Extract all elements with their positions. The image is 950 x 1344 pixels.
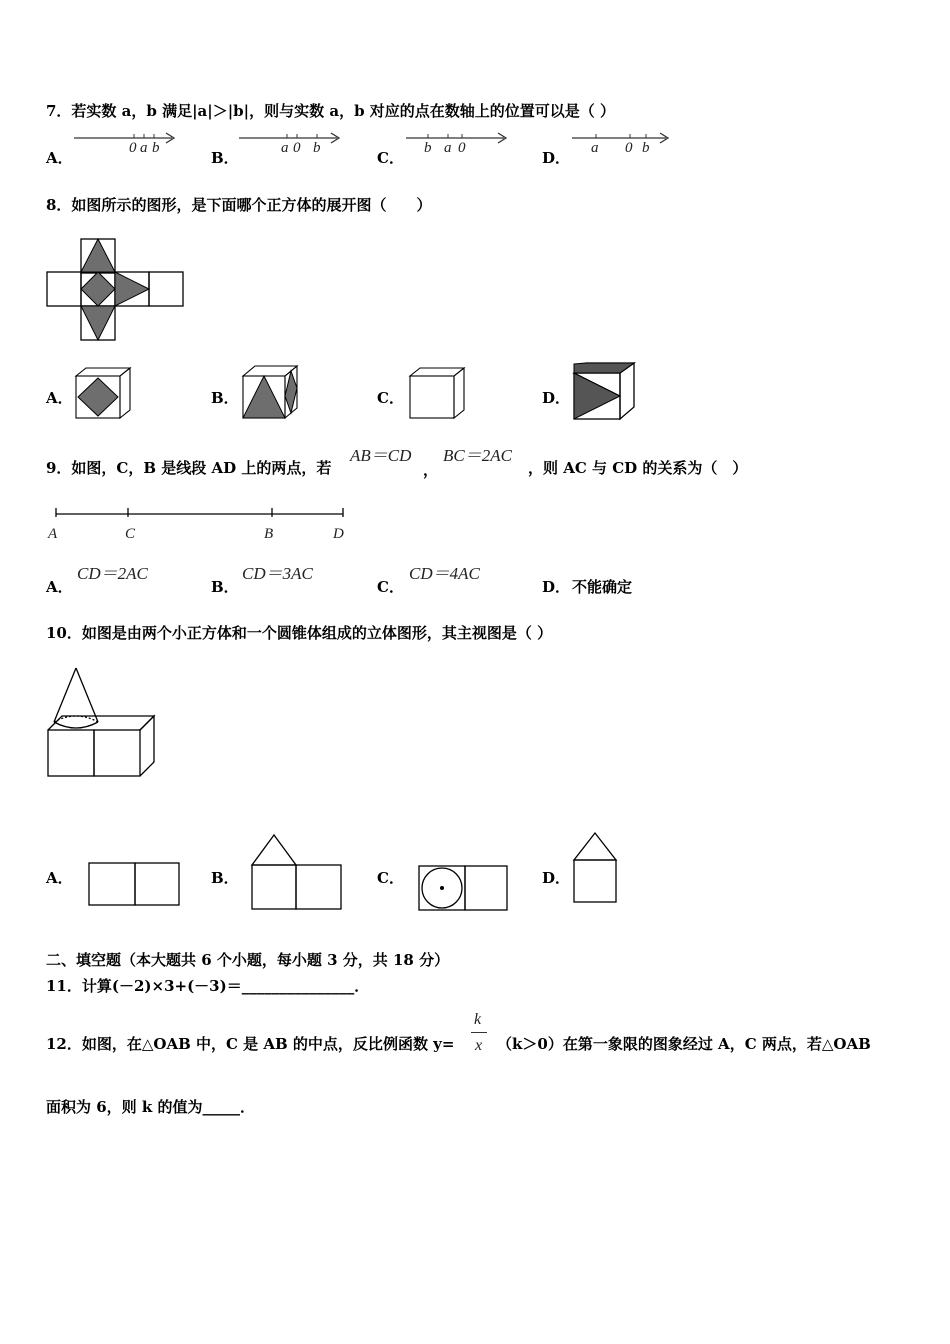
q9-point-a: A [48,526,58,542]
q7a-label-b: b [152,140,160,156]
q7-option-a-letter[interactable]: A． [46,149,73,167]
q10-option-c-letter[interactable]: C． [377,869,404,887]
q9-point-c: C [125,526,136,542]
q8-option-b-cube[interactable] [241,364,301,420]
q8-option-a-letter[interactable]: A． [46,389,73,407]
svg-text:0: 0 [458,140,466,156]
svg-text:b: b [642,140,650,156]
q12-stem-start: 12．如图，在△OAB 中，C 是 AB 的中点，反比例函数 y= [46,1035,455,1053]
q9-option-c-letter[interactable]: C． [377,578,404,596]
svg-text:b: b [424,140,432,156]
q9-option-d-expr[interactable]: 不能确定 [572,578,633,596]
svg-text:a: a [444,140,452,156]
q12-fraction-numerator: k [474,1011,482,1028]
q7-option-a-numberline[interactable] [72,128,182,158]
q10-option-a-letter[interactable]: A． [46,869,73,887]
q12-stem-line2: 面积为 6，则 k 的值为_____． [46,1098,255,1116]
q10-option-a-view[interactable] [86,860,182,908]
q7-option-b-letter[interactable]: B． [211,149,239,167]
q8-option-a-cube[interactable] [74,366,134,420]
q7-option-d-numberline[interactable] [570,128,680,158]
q9-comma: ， [423,461,439,479]
svg-text:a: a [281,140,289,156]
svg-text:a: a [591,140,599,156]
q12-fraction-denominator: x [475,1037,483,1054]
q10-option-d-letter[interactable]: D． [542,869,571,887]
q7-option-c-letter[interactable]: C． [377,149,404,167]
q10-option-c-view[interactable] [416,863,512,913]
q12-stem-end: （k＞0）在第一象限的图象经过 A，C 两点，若△OAB [497,1035,871,1053]
q9-point-b: B [264,526,274,542]
q9-stem-end: ，则 AC 与 CD 的关系为（ ） [528,459,748,477]
q10-stem: 10．如图是由两个小正方体和一个圆锥体组成的立体图形，其主视图是（ ） [46,624,553,642]
q7a-label-a: a [140,140,148,156]
q10-option-b-letter[interactable]: B． [211,869,239,887]
q10-option-b-view[interactable] [249,832,345,912]
q9-condition-1: AB＝CD [350,446,412,465]
q12-fraction-bar [471,1032,487,1033]
svg-text:0: 0 [293,140,301,156]
q7-stem: 7．若实数 a，b 满足|a|＞|b|，则与实数 a，b 对应的点在数轴上的位置可以是（ ） [46,102,615,120]
svg-text:b: b [313,140,321,156]
q7-option-d-letter[interactable]: D． [542,149,571,167]
q7-option-b-numberline[interactable] [237,128,347,158]
q8-option-b-letter[interactable]: B． [211,389,239,407]
q9-point-d: D [333,526,344,542]
q9-option-a-expr[interactable]: CD＝2AC [77,564,148,583]
q9-segment-figure [46,505,356,545]
q8-option-c-letter[interactable]: C． [377,389,404,407]
svg-text:0: 0 [625,140,633,156]
q9-stem-start: 9．如图，C，B 是线段 AD 上的两点，若 [46,459,332,477]
q9-option-b-letter[interactable]: B． [211,578,239,596]
q9-option-c-expr[interactable]: CD＝4AC [409,564,480,583]
q9-option-d-letter[interactable]: D． [542,578,571,596]
q9-option-a-letter[interactable]: A． [46,578,73,596]
q9-condition-2: BC＝2AC [443,446,512,465]
q7a-label-0: 0 [129,140,137,156]
q11-stem: 11．计算(－2)×3+(－3)＝_______________． [46,977,370,995]
q8-cube-net-figure [46,237,188,341]
q9-option-b-expr[interactable]: CD＝3AC [242,564,313,583]
section2-heading: 二、填空题（本大题共 6 个小题，每小题 3 分，共 18 分） [46,951,450,969]
q10-solid-figure [46,664,158,780]
q8-option-d-cube[interactable] [572,361,638,421]
q8-option-d-letter[interactable]: D． [542,389,571,407]
q10-option-d-view[interactable] [571,830,623,906]
q8-stem: 8．如图所示的图形，是下面哪个正方体的展开图（ ） [46,196,432,214]
q7-option-c-numberline[interactable] [404,128,514,158]
q8-option-c-cube[interactable] [408,366,468,420]
